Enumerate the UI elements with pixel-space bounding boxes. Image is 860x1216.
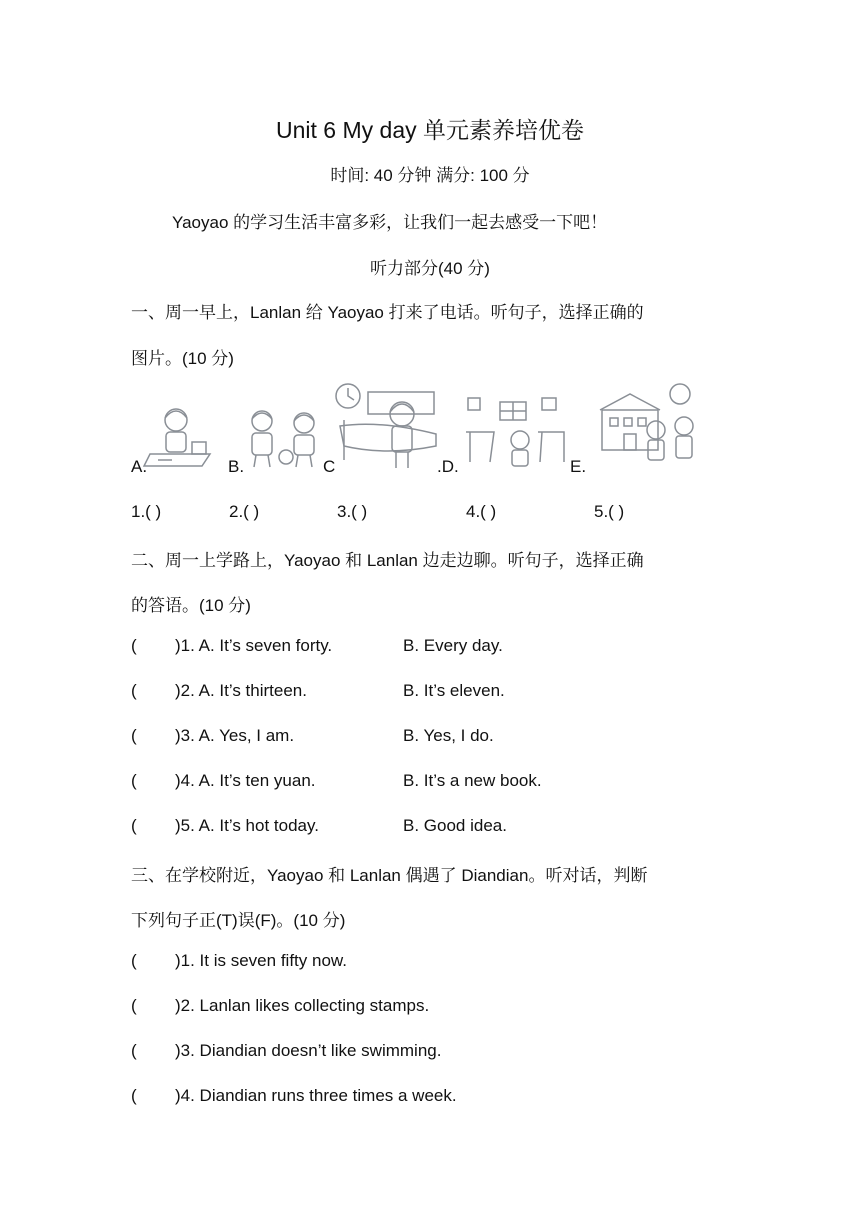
picture-label-d: .D.: [437, 457, 459, 476]
question-option-a: )2. A. It’s thirteen.: [175, 681, 307, 700]
answer-paren[interactable]: (: [131, 726, 137, 745]
intro-text: Yaoyao 的学习生活丰富多彩，让我们一起去感受一下吧！: [172, 213, 608, 232]
question-option-b: B. Every day.: [403, 636, 503, 655]
section3-instruction: 三、在学校附近，Yaoyao 和 Lanlan 偶遇了 Diandian。听对话，判断: [131, 866, 648, 885]
picture-label-e: E.: [570, 457, 587, 476]
picture-b-two-children: [240, 405, 328, 471]
answer-blank-4[interactable]: 4.( ): [466, 502, 497, 521]
question-option-a: )3. A. Yes, I am.: [175, 726, 295, 745]
picture-c-girl-with-bed: [330, 380, 440, 472]
statement-text: )1. It is seven fifty now.: [175, 951, 347, 970]
page-title: Unit 6 My day 单元素养培优卷: [276, 117, 584, 143]
statement-text: )2. Lanlan likes collecting stamps.: [175, 996, 430, 1015]
answer-paren[interactable]: (: [131, 1086, 137, 1105]
answer-blank-1[interactable]: 1.( ): [131, 502, 162, 521]
statement-text: )3. Diandian doesn’t like swimming.: [175, 1041, 442, 1060]
answer-paren[interactable]: (: [131, 996, 137, 1015]
picture-e-school-building: [590, 380, 702, 472]
picture-label-a: A.: [131, 457, 148, 476]
answer-blank-5[interactable]: 5.( ): [594, 502, 625, 521]
answer-paren[interactable]: (: [131, 681, 137, 700]
answer-blank-2[interactable]: 2.( ): [229, 502, 260, 521]
picture-label-c: C: [323, 457, 336, 476]
question-option-a: )4. A. It’s ten yuan.: [175, 771, 316, 790]
answer-paren[interactable]: (: [131, 1041, 137, 1060]
picture-a-girl-at-desk: [140, 402, 220, 470]
section2-instruction-cont: 的答语。(10 分): [131, 596, 251, 615]
question-option-b: B. It’s eleven.: [403, 681, 505, 700]
statement-text: )4. Diandian runs three times a week.: [175, 1086, 457, 1105]
section1-instruction: 一、周一早上，Lanlan 给 Yaoyao 打来了电话。听句子，选择正确的: [131, 303, 644, 322]
section1-instruction-cont: 图片。(10 分): [131, 349, 234, 368]
answer-paren[interactable]: (: [131, 816, 137, 835]
question-option-a: )1. A. It’s seven forty.: [175, 636, 333, 655]
time-info: 时间: 40 分钟 满分: 100 分: [330, 166, 530, 185]
question-option-b: B. Good idea.: [403, 816, 507, 835]
picture-label-b: B.: [228, 457, 245, 476]
question-option-b: B. It’s a new book.: [403, 771, 542, 790]
question-option-b: B. Yes, I do.: [403, 726, 494, 745]
question-option-a: )5. A. It’s hot today.: [175, 816, 319, 835]
answer-paren[interactable]: (: [131, 771, 137, 790]
answer-paren[interactable]: (: [131, 951, 137, 970]
listening-heading: 听力部分(40 分): [370, 259, 490, 278]
section3-instruction-cont: 下列句子正(T)误(F)。(10 分): [131, 911, 346, 930]
picture-d-classroom: [460, 392, 570, 472]
answer-blank-3[interactable]: 3.( ): [337, 502, 368, 521]
answer-paren[interactable]: (: [131, 636, 137, 655]
section2-instruction: 二、周一上学路上，Yaoyao 和 Lanlan 边走边聊。听句子，选择正确: [131, 551, 644, 570]
